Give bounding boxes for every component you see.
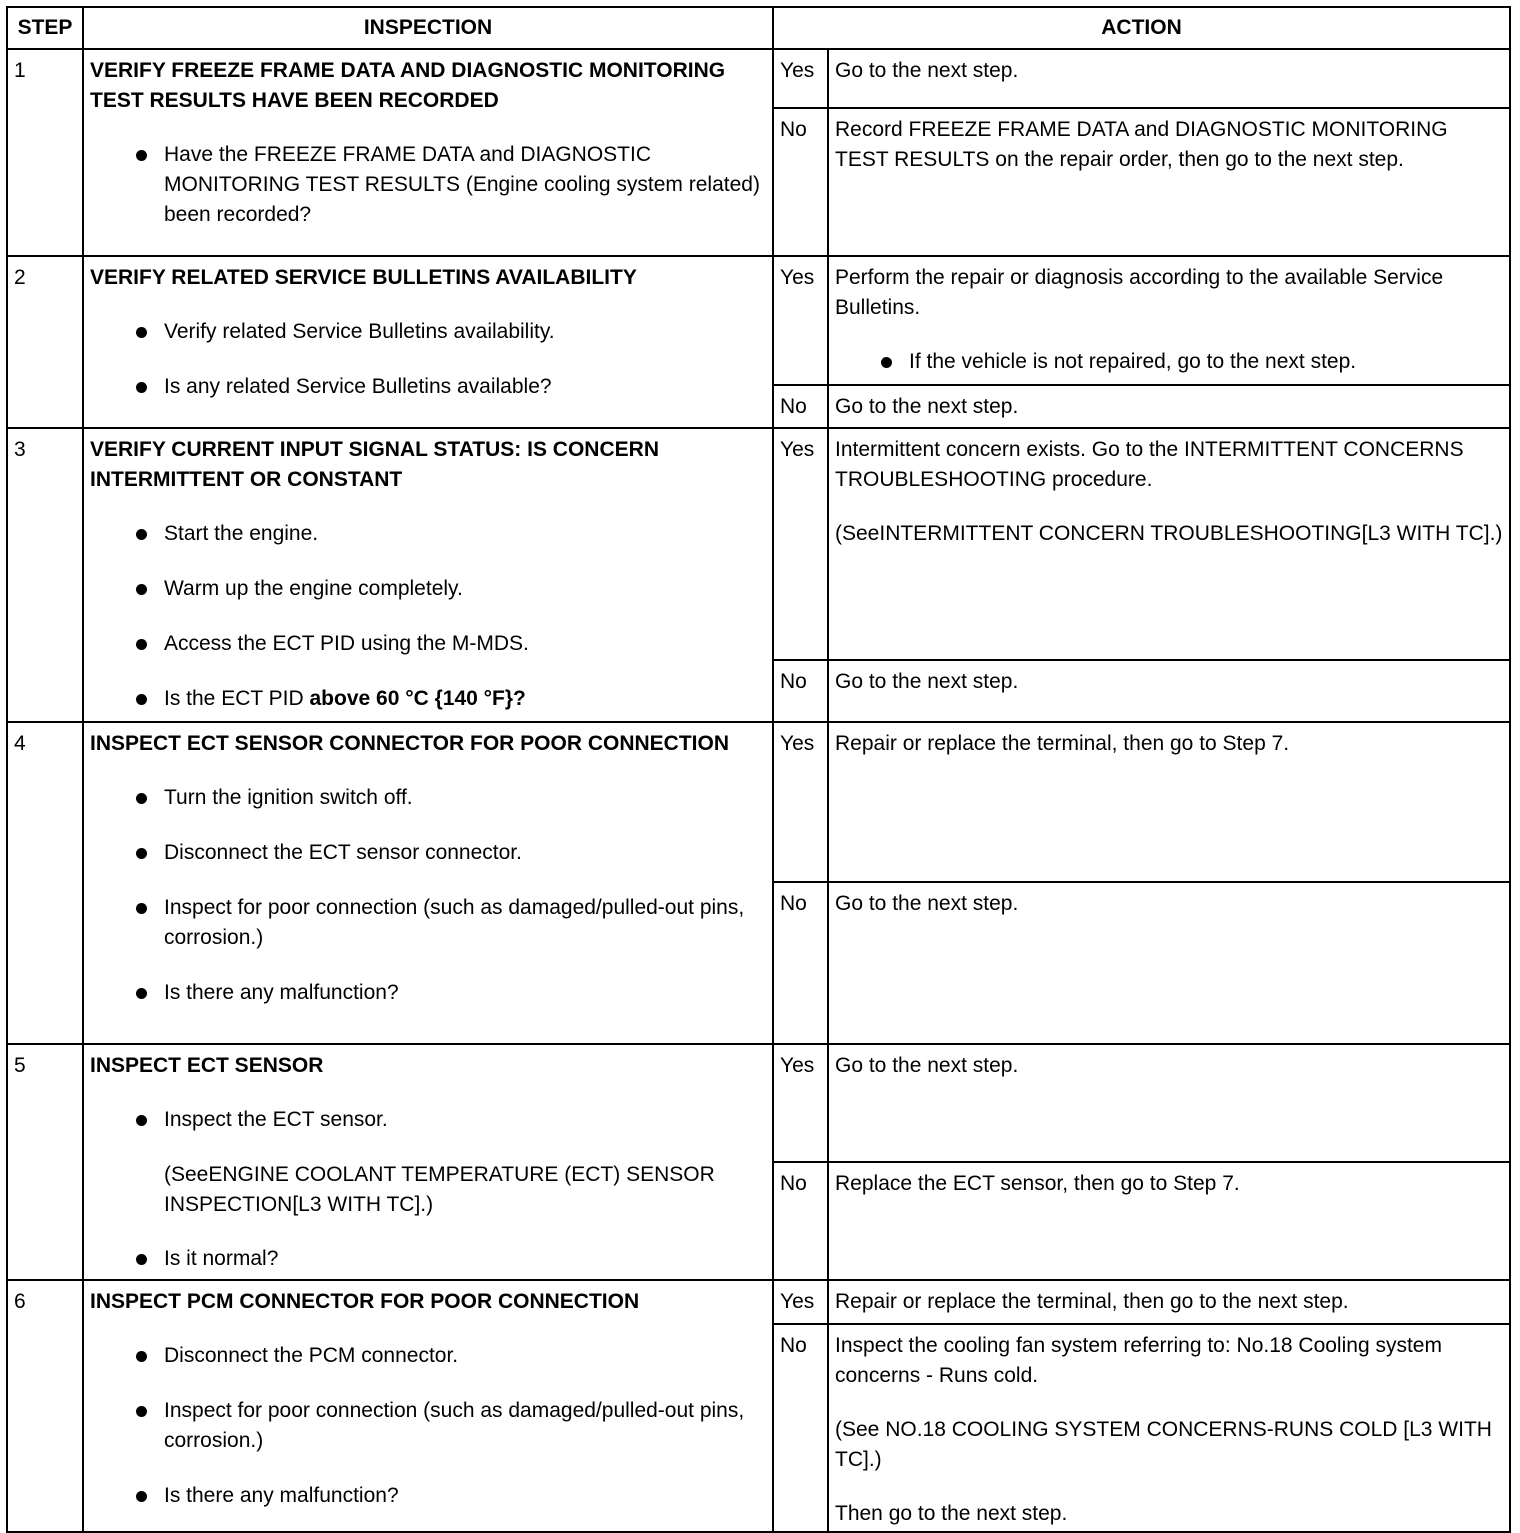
action-text: Intermittent concern exists. Go to the INTERMITTENT CONCERNS TROUBLESHOOTING procedure.: [835, 438, 1464, 491]
item-text: Is there any malfunction?: [164, 1484, 399, 1507]
action-text: Record FREEZE FRAME DATA and DIAGNOSTIC MONITORING TEST RESULTS on the repair order, then go to the next step.: [835, 118, 1448, 172]
item-text: Inspect for poor connection (such as damaged/pulled-out pins, corrosion.): [164, 896, 745, 949]
action-text: Inspect the cooling fan system referring to: No.18 Cooling system concerns - Runs cold.: [835, 1334, 1442, 1387]
inspection-cell: [83, 49, 773, 256]
step-title: VERIFY FREEZE FRAME DATA AND DIAGNOSTIC MONITORING TEST RESULTS HAVE BEEN RECORDED: [90, 59, 726, 112]
yes-action: [828, 256, 1510, 385]
list-item: [90, 893, 766, 953]
yes-label: Yes: [773, 1044, 828, 1162]
no-label: No: [773, 1324, 828, 1532]
no-action: [828, 385, 1510, 428]
bullet-icon: [136, 1115, 147, 1126]
action-text: Perform the repair or diagnosis according to the available Service Bulletins.: [835, 266, 1444, 319]
item-text: Verify related Service Bulletins availability.: [164, 320, 555, 343]
yes-action: [828, 722, 1510, 882]
inspection-cell: [83, 428, 773, 722]
yes-action: [828, 428, 1510, 660]
list-item: [90, 574, 766, 604]
header-row: [7, 7, 1510, 49]
bullet-icon: [136, 327, 147, 338]
inspection-cell: [83, 722, 773, 1044]
list-item: [90, 978, 766, 1008]
step-title: VERIFY RELATED SERVICE BULLETINS AVAILABILITY: [90, 266, 637, 289]
step-number: 2: [7, 256, 83, 428]
list-item: [90, 629, 766, 659]
item-text: Disconnect the ECT sensor connector.: [164, 841, 522, 864]
step-number: 6: [7, 1280, 83, 1532]
item-text: Access the ECT PID using the M-MDS.: [164, 632, 529, 655]
step-number: 5: [7, 1044, 83, 1280]
bullet-icon: [136, 150, 147, 161]
step-number: 3: [7, 428, 83, 722]
step-title: INSPECT ECT SENSOR: [90, 1054, 324, 1077]
reference-link[interactable]: (SeeENGINE COOLANT TEMPERATURE (ECT) SENSOR INSPECTION[L3 WITH TC].): [164, 1163, 715, 1216]
list-item: [90, 140, 766, 230]
reference-link[interactable]: (SeeINTERMITTENT CONCERN TROUBLESHOOTING[L3 WITH TC].): [835, 522, 1503, 545]
bullet-icon: [136, 694, 147, 705]
bullet-icon: [136, 639, 147, 650]
yes-label: Yes: [773, 256, 828, 385]
yes-label: Yes: [773, 49, 828, 108]
yes-action: [828, 49, 1510, 108]
item-text: Turn the ignition switch off.: [164, 786, 413, 809]
item-text: Is any related Service Bulletins available?: [164, 375, 552, 398]
bullet-icon: [136, 584, 147, 595]
bullet-icon: [136, 1351, 147, 1362]
diagnostic-table: [6, 6, 1511, 1533]
bullet-icon: [136, 988, 147, 999]
list-item: [90, 1396, 766, 1456]
step-title: INSPECT PCM CONNECTOR FOR POOR CONNECTION: [90, 1290, 640, 1313]
action-text: Repair or replace the terminal, then go to Step 7.: [835, 732, 1290, 755]
table-row: [7, 256, 1510, 385]
bullet-icon: [136, 1406, 147, 1417]
header-step: STEP: [7, 7, 83, 49]
action-text: Replace the ECT sensor, then go to Step 7.: [835, 1172, 1240, 1195]
list-item: [835, 347, 1503, 377]
list-item: [90, 684, 766, 714]
table-row: [7, 1044, 1510, 1162]
action-text: Then go to the next step.: [835, 1502, 1068, 1525]
bullet-icon: [136, 903, 147, 914]
item-text: Start the engine.: [164, 522, 319, 545]
item-text: Inspect for poor connection (such as damaged/pulled-out pins, corrosion.): [164, 1399, 745, 1452]
no-label: No: [773, 385, 828, 428]
bullet-icon: [881, 357, 892, 368]
bullet-icon: [136, 1254, 147, 1265]
step-number: 1: [7, 49, 83, 256]
no-action: [828, 1324, 1510, 1532]
yes-action: [828, 1044, 1510, 1162]
no-action: [828, 108, 1510, 256]
yes-label: Yes: [773, 1280, 828, 1324]
list-item: [90, 783, 766, 813]
action-text: Go to the next step.: [835, 395, 1019, 418]
yes-label: Yes: [773, 428, 828, 660]
list-item: [90, 317, 766, 347]
no-action: [828, 882, 1510, 1044]
item-text: Is the ECT PID: [164, 687, 310, 710]
table-row: [7, 428, 1510, 660]
item-text: Is it normal?: [164, 1247, 279, 1270]
inspection-cell: [83, 1044, 773, 1280]
item-text: Disconnect the PCM connector.: [164, 1344, 459, 1367]
no-label: No: [773, 108, 828, 256]
action-text: Go to the next step.: [835, 59, 1019, 82]
list-item: [90, 519, 766, 549]
step-title: VERIFY CURRENT INPUT SIGNAL STATUS: IS CONCERN INTERMITTENT OR CONSTANT: [90, 438, 659, 491]
table-row: [7, 49, 1510, 108]
reference-link[interactable]: (See NO.18 COOLING SYSTEM CONCERNS-RUNS COLD [L3 WITH TC].): [835, 1418, 1492, 1471]
item-text: Warm up the engine completely.: [164, 577, 463, 600]
no-action: [828, 1162, 1510, 1280]
yes-label: Yes: [773, 722, 828, 882]
bullet-icon: [136, 793, 147, 804]
header-inspection: INSPECTION: [83, 7, 773, 49]
bullet-icon: [136, 382, 147, 393]
no-action: [828, 660, 1510, 722]
action-text: Go to the next step.: [835, 1054, 1019, 1077]
step-number: 4: [7, 722, 83, 1044]
item-text: If the vehicle is not repaired, go to the next step.: [909, 350, 1357, 373]
inspection-cell: [83, 1280, 773, 1532]
item-text-bold: above 60 °C {140 °F}?: [309, 687, 526, 710]
action-text: Go to the next step.: [835, 892, 1019, 915]
no-label: No: [773, 1162, 828, 1280]
list-item: [90, 372, 766, 402]
list-item: [90, 1341, 766, 1371]
yes-action: [828, 1280, 1510, 1324]
action-text: Repair or replace the terminal, then go to the next step.: [835, 1290, 1349, 1313]
no-label: No: [773, 660, 828, 722]
table-row: [7, 1280, 1510, 1324]
bullet-icon: [136, 1491, 147, 1502]
bullet-icon: [136, 529, 147, 540]
list-item: [90, 838, 766, 868]
item-text: Inspect the ECT sensor.: [164, 1108, 388, 1131]
step-title: INSPECT ECT SENSOR CONNECTOR FOR POOR CONNECTION: [90, 732, 729, 755]
list-item: [90, 1244, 766, 1274]
list-item: [90, 1105, 766, 1135]
inspection-cell: [83, 256, 773, 428]
item-text: Have the FREEZE FRAME DATA and DIAGNOSTIC MONITORING TEST RESULTS (Engine cooling system related) been recorded?: [164, 143, 760, 226]
table-row: [7, 722, 1510, 882]
action-text: Go to the next step.: [835, 670, 1019, 693]
header-action: ACTION: [773, 7, 1510, 49]
no-label: No: [773, 882, 828, 1044]
list-item: [90, 1481, 766, 1511]
bullet-icon: [136, 848, 147, 859]
item-text: Is there any malfunction?: [164, 981, 399, 1004]
